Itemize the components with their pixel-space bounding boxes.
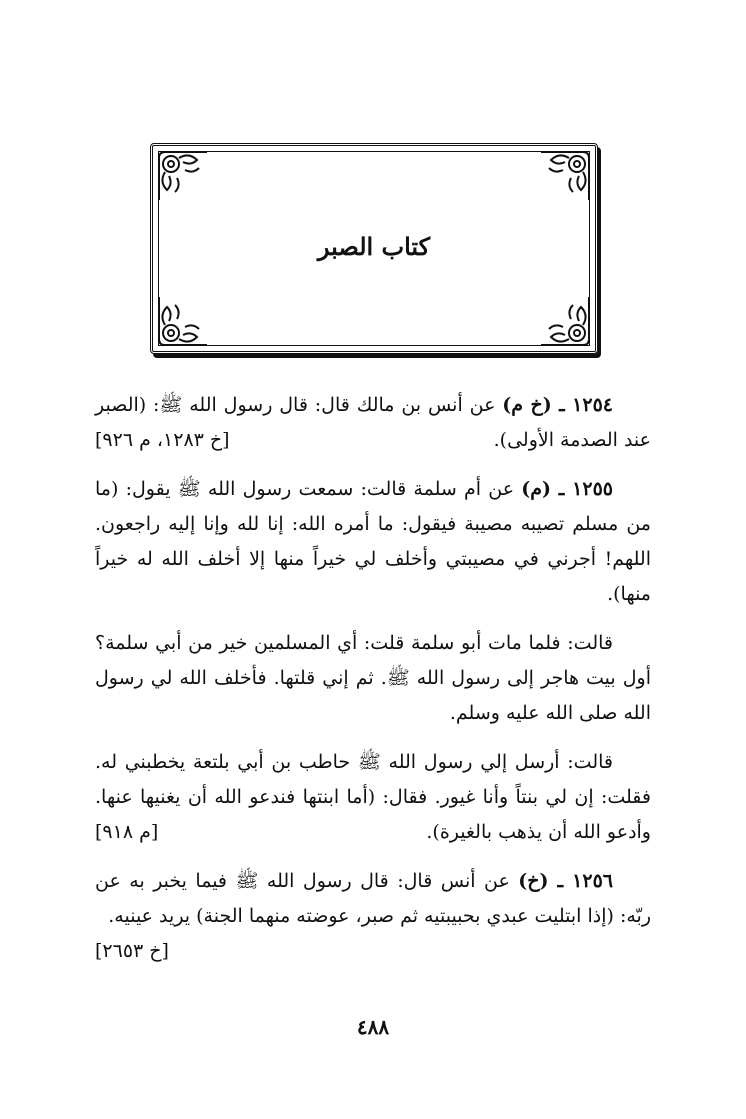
hadith-text: عن أنس بن مالك قال: قال رسول الله ﷺ: (الصبر عند الصدمة الأولى). (95, 394, 651, 451)
hadith-text: عن أم سلمة قالت: سمعت رسول الله ﷺ يقول: (ما من مسلم تصيبه مصيبة فيقول: ما أمره الله: إنا لله وإنا إليه راجعون. اللهم! أجرني في مصيبتي وأخلف لي خيراً منها إلا أخلف الله له خيراً منها). (95, 478, 651, 605)
hadith-entry (95, 472, 651, 612)
hadith-continuation-text: قالت: أرسل إلي رسول الله ﷺ حاطب بن أبي بلتعة يخطبني له. فقلت: إن لي بنتاً وأنا غيور. فقال: (أما ابنتها فندعو الله أن يغنيها عنها. وأدعو الله أن يذهب بالغيرة). (95, 751, 651, 843)
hadith-continuation (95, 626, 651, 731)
hadith-reference: [خ ٢٦٥٣] (95, 940, 169, 962)
hadith-list (95, 388, 651, 969)
ornament-corner-icon (155, 148, 211, 204)
chapter-title: كتاب الصبر (317, 232, 431, 261)
ornament-corner-icon (155, 293, 211, 349)
hadith-continuation (95, 745, 651, 850)
chapter-title-frame (150, 143, 598, 354)
hadith-entry (95, 864, 651, 962)
hadith-text: عن أنس قال: قال رسول الله ﷺ فيما يخبر به عن ربّه: (إذا ابتليت عبدي بحبيبتيه ثم صبر، عوضته منهما الجنة) يريد عينيه. (95, 870, 651, 927)
hadith-number: ١٢٥٥ ـ (م) (521, 478, 613, 500)
hadith-number: ١٢٥٤ ـ (خ م) (502, 394, 613, 416)
hadith-reference: [خ ١٢٨٣، م ٩٢٦] (95, 429, 230, 451)
hadith-number: ١٢٥٦ ـ (خ) (518, 870, 613, 892)
hadith-reference: [م ٩١٨] (95, 821, 159, 843)
hadith-entry (95, 388, 651, 458)
ornament-corner-icon (537, 293, 593, 349)
hadith-continuation-text: قالت: فلما مات أبو سلمة قلت: أي المسلمين خير من أبي سلمة؟ أول بيت هاجر إلى رسول الله ﷺ. ثم إني قلتها. فأخلف الله لي رسول الله صلى الله عليه وسلم. (95, 632, 651, 724)
page-number: ٤٨٨ (356, 1015, 390, 1039)
ornament-corner-icon (537, 148, 593, 204)
